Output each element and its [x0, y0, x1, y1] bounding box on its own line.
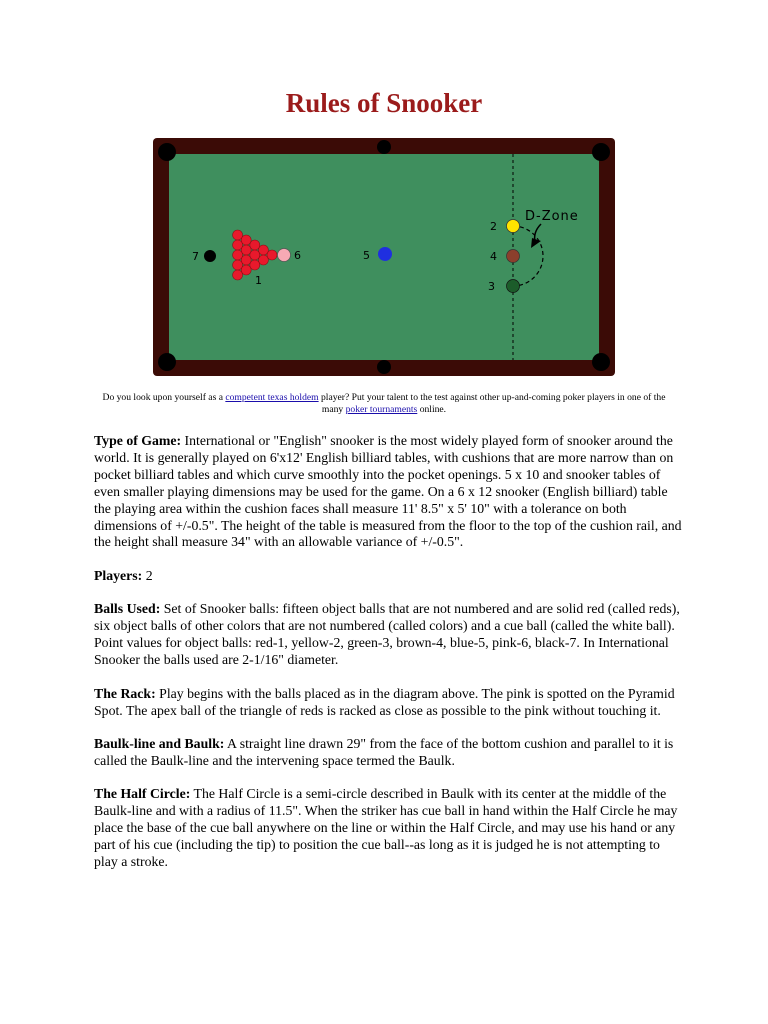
label-pink: 6: [294, 249, 301, 262]
pocket-top-left: [158, 143, 176, 161]
black-ball: [204, 250, 216, 262]
red-ball: [241, 245, 251, 255]
red-ball: [233, 250, 243, 260]
section-half-circle: [94, 786, 684, 871]
section-baulk-line: [94, 736, 684, 770]
section-label: Type of Game:: [94, 433, 182, 448]
pocket-top-middle: [377, 140, 391, 154]
label-red-apex: 1: [255, 274, 262, 287]
yellow-ball: [507, 220, 520, 233]
section-text: A straight line drawn 29" from the face of the bottom cushion and parallel to it is called the Baulk-line and the intervening space termed the Baulk.: [94, 736, 674, 768]
snooker-table-diagram: [153, 138, 615, 376]
section-text: Set of Snooker balls: fifteen object balls that are not numbered and are solid red (called reds), six object balls of other colors that are not numbered (called colors) and a cue ball (called the white ball). Point values for object balls: red-1, yellow-2, green-3, brown-4, blue-5, pink-6, black-7. In International Snooker the balls used are 2-1/16" diameter.: [94, 601, 680, 668]
brown-ball: [507, 250, 520, 263]
page-title: Rules of Snooker: [285, 88, 483, 118]
label-brown: 4: [490, 250, 497, 263]
pocket-bottom-right: [592, 353, 610, 371]
red-ball: [241, 265, 251, 275]
section-players: [94, 568, 684, 585]
red-ball: [241, 255, 251, 265]
link-poker-tournaments[interactable]: poker tournaments: [345, 404, 418, 415]
pocket-bottom-middle: [377, 360, 391, 374]
advert-caption: [96, 392, 672, 416]
d-zone-label: D-Zone: [525, 209, 579, 224]
section-label: Balls Used:: [94, 601, 161, 617]
red-ball: [233, 260, 243, 270]
caption-text-3: online.: [417, 404, 447, 415]
red-ball: [233, 270, 243, 280]
section-type-of-game: [94, 433, 684, 551]
caption-text-1: Do you look upon yourself as a: [102, 392, 226, 403]
pocket-top-right: [592, 143, 610, 161]
red-ball: [267, 250, 277, 260]
rules-content: [94, 433, 684, 888]
section-label: Players:: [94, 567, 143, 583]
section-text: International or "English" snooker is the most widely played form of snooker around the world. It is generally played on 6'x12' English billiard tables, with cushions that are more narrow than on pocket billiard tables and which curve smoothly into the pocket openings. 5 x 10 and snooker tables of even smaller playing dimensions may be used for the game. On a 6 x 12 snooker (English billiard) table the playing area within the cushion faces shall measure 11' 8.5" x 5' 10" with a tolerance on both dimensions of +/-0.5". The height of the table is measured from the floor to the top of the cushion rail, and the height shall measure 34" with an allowable variance of +/-0.5".: [94, 433, 682, 550]
red-ball: [250, 250, 260, 260]
pocket-bottom-left: [158, 353, 176, 371]
green-ball: [507, 280, 520, 293]
section-label: The Rack:: [94, 685, 156, 701]
label-black: 7: [192, 250, 199, 263]
section-label: The Half Circle:: [94, 786, 191, 802]
red-ball: [241, 235, 251, 245]
red-ball: [250, 260, 260, 270]
red-ball: [258, 245, 268, 255]
section-label: Baulk-line and Baulk:: [94, 736, 225, 752]
section-text: Play begins with the balls placed as in the diagram above. The pink is spotted on the Pyramid Spot. The apex ball of the triangle of reds is racked as close as possible to the pink without touching it.: [94, 685, 675, 718]
blue-ball: [378, 247, 392, 261]
label-green: 3: [488, 280, 495, 293]
red-ball: [250, 240, 260, 250]
caption-text-2: player? Put your talent to the test against other up-and-coming poker players in one of the many: [318, 392, 666, 415]
red-ball: [233, 230, 243, 240]
section-the-rack: [94, 686, 684, 720]
section-text: 2: [142, 567, 153, 583]
label-blue: 5: [363, 249, 370, 262]
section-balls-used: [94, 601, 684, 669]
section-text: The Half Circle is a semi-circle described in Baulk with its center at the middle of the Baulk-line and with a radius of 11.5". When the striker has cue ball in hand within the Half Circle he may place the base of the cue ball anywhere on the line or within the Half Circle, and may use his hand or any part of his cue (including the tip) to position the cue ball--as long as it is judged he is not attempting to play a stroke.: [94, 786, 678, 870]
label-yellow: 2: [490, 220, 497, 233]
red-ball: [258, 255, 268, 265]
red-ball: [233, 240, 243, 250]
snooker-table-svg: [153, 138, 615, 376]
pink-ball: [278, 249, 291, 262]
link-competent-texas-holdem[interactable]: competent texas holdem: [225, 392, 319, 403]
